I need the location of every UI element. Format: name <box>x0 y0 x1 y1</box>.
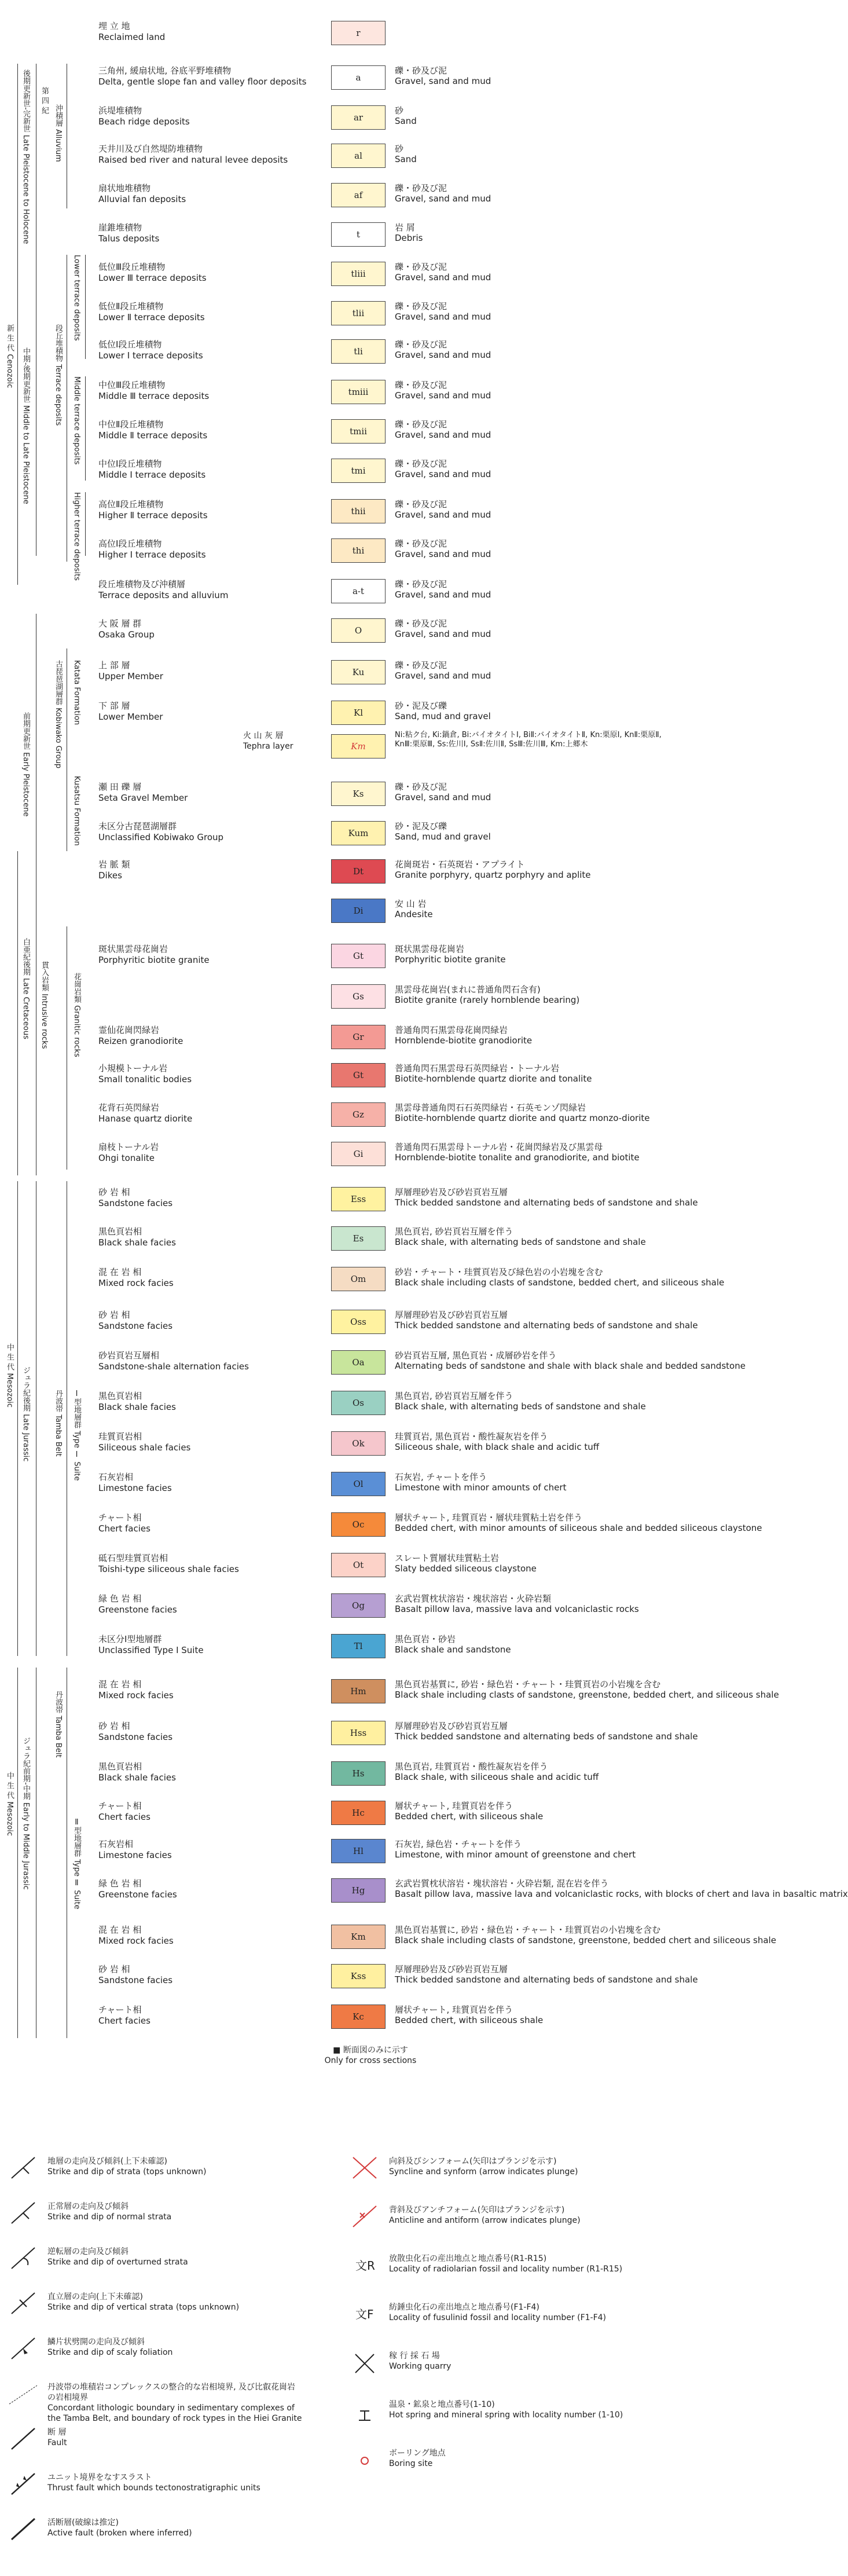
unit-name: 中位Ⅲ段丘堆積物 Middle Ⅲ terrace deposits <box>98 380 210 401</box>
map-symbol-label: 稼 行 採 石 場 Working quarry <box>389 2351 451 2371</box>
unit-desc: 黒色頁岩・砂岩 Black shale and sandstone <box>395 1634 511 1655</box>
unit-swatch: tlⅲ <box>331 262 386 286</box>
kobiwako-label: 古琵琶湖層群 Kobiwako Group <box>54 660 63 769</box>
unit-swatch: Ol <box>331 1472 386 1496</box>
unit-desc: 礫・砂及び泥 Gravel, sand and mud <box>395 262 491 283</box>
unit-desc: 岩 屑 Debris <box>395 222 423 243</box>
svg-text:文R: 文R <box>355 2259 375 2273</box>
unit-name: 埋 立 地 Reclaimed land <box>98 21 166 42</box>
map-symbol-label: 放散虫化石の産出地点と地点番号(R1-R15) Locality of radiolarian fossil and locality number (R1-R15) <box>389 2254 623 2274</box>
unit-swatch: Ot <box>331 1553 386 1577</box>
cenozoic-label: 新 生 代 Cenozoic <box>5 324 14 389</box>
map-symbol-icon <box>6 2332 41 2365</box>
unit-swatch: a-t <box>331 579 386 603</box>
unit-swatch: Gt <box>331 944 386 968</box>
tephra-swatch: Km <box>331 734 386 758</box>
unit-name: 緑 色 岩 相 Greenstone facies <box>98 1593 177 1615</box>
unit-name: 混 在 岩 相 Mixed rock facies <box>98 1925 174 1946</box>
unit-name: チャート相 Chert facies <box>98 2005 150 2026</box>
unit-desc: 厚層理砂岩及び砂岩頁岩互層 Thick bedded sandstone and alternating beds of sandstone and shale <box>395 1187 698 1208</box>
unit-desc: 礫・砂及び泥 Gravel, sand and mud <box>395 301 491 322</box>
unit-name: 段丘堆積物及び沖積層 Terrace deposits and alluvium <box>98 579 229 600</box>
map-symbol-label: 温泉・鉱泉と地点番号(1-10) Hot spring and mineral spring with locality number (1-10) <box>389 2400 623 2420</box>
unit-desc: 玄武岩質枕状溶岩・塊状溶岩・火砕岩類, 混在岩を伴う Basalt pillow lava, massive lava and volcaniclastic rocks, with blocks of chert and lava in basaltic matrix <box>395 1878 848 1899</box>
mesozoic2-label: 中 生 代 Mesozoic <box>5 1772 14 1836</box>
unit-swatch: thⅰ <box>331 538 386 563</box>
map-symbol-icon <box>6 2197 41 2229</box>
map-symbol-label: 背斜及びアンチフォーム(矢印はプランジを示す) Anticline and antiform (arrow indicates plunge) <box>389 2205 581 2225</box>
unit-name: 高位Ⅱ段丘堆積物 Higher Ⅱ terrace deposits <box>98 499 208 521</box>
map-symbol-label: 丹波帯の堆積岩コンプレックスの整合的な岩相境界, 及び比叡花崗岩の岩相境界 Concordant lithologic boundary in sedimentary complexes of the Tamba Belt, and boundary of rock types in the Hiei Granite <box>47 2383 302 2423</box>
svg-text:文F: 文F <box>355 2307 374 2321</box>
unit-name: 砂 岩 相 Sandstone facies <box>98 1310 173 1331</box>
unit-desc: 礫・砂及び泥 Gravel, sand and mud <box>395 660 491 681</box>
unit-swatch: Oa <box>331 1350 386 1375</box>
unit-name: 中位Ⅱ段丘堆積物 Middle Ⅱ terrace deposits <box>98 419 208 441</box>
unit-name: 黒色頁岩相 Black shale facies <box>98 1226 176 1248</box>
unit-name: 低位Ⅰ段丘堆積物 Lower Ⅰ terrace deposits <box>98 339 203 361</box>
unit-desc: 礫・砂及び泥 Gravel, sand and mud <box>395 782 491 803</box>
type2-label: Ⅱ型地層群 Type Ⅱ Suite <box>72 1818 81 1910</box>
unit-name: 未区分Ⅰ型地層群 Unclassified Type Ⅰ Suite <box>98 1634 204 1655</box>
unit-name: 瀬 田 礫 層 Seta Gravel Member <box>98 782 188 803</box>
unit-swatch: Oss <box>331 1310 386 1334</box>
unit-swatch: ar <box>331 105 386 130</box>
unit-desc: 礫・砂及び泥 Gravel, sand and mud <box>395 339 491 360</box>
unit-desc: 礫・砂及び泥 Gravel, sand and mud <box>395 499 491 520</box>
unit-desc: 安 山 岩 Andesite <box>395 899 433 919</box>
map-symbol-icon <box>347 2152 382 2184</box>
unit-name: 珪質頁岩相 Siliceous shale facies <box>98 1431 191 1453</box>
unit-desc: 斑状黒雲母花崗岩 Porphyritic biotite granite <box>395 944 506 965</box>
map-symbol-label: 地層の走向及び傾斜(上下未確認) Strike and dip of strata (tops unknown) <box>47 2157 207 2176</box>
unit-swatch: Hss <box>331 1721 386 1745</box>
higher-terrace-label: Higher terrace deposits <box>72 492 81 581</box>
unit-swatch: Og <box>331 1593 386 1618</box>
unit-name: 低位Ⅲ段丘堆積物 Lower Ⅲ terrace deposits <box>98 262 207 283</box>
unit-desc: 黒色頁岩, 砂岩頁岩互層を伴う Black shale, with alternating beds of sandstone and shale <box>395 1226 646 1247</box>
map-symbol-icon <box>347 2297 382 2330</box>
map-symbol-icon <box>6 2152 41 2184</box>
unit-desc: 礫・砂及び泥 Gravel, sand and mud <box>395 538 491 559</box>
unit-swatch: tmⅱ <box>331 419 386 444</box>
middle-terrace-label: Middle terrace deposits <box>72 376 81 465</box>
unit-name: 黒色頁岩相 Black shale facies <box>98 1761 176 1783</box>
unit-desc: 層状チャート, 珪質頁岩を伴う Bedded chert, with siliceous shale <box>395 1801 544 1822</box>
mesozoic-label: 中 生 代 Mesozoic <box>5 1343 14 1408</box>
unit-desc: 砂・泥及び礫 Sand, mud and gravel <box>395 701 491 721</box>
unit-swatch: af <box>331 183 386 207</box>
unit-swatch: Om <box>331 1267 386 1291</box>
type1-label: Ⅰ型地層群 Type Ⅰ Suite <box>72 1390 81 1481</box>
unit-name: 岩 脈 類 Dikes <box>98 859 130 881</box>
map-symbol-label: ユニット境界をなすスラスト Thrust fault which bounds tectonostratigraphic units <box>47 2473 260 2493</box>
unit-desc: 礫・砂及び泥 Gravel, sand and mud <box>395 459 491 479</box>
unit-swatch: tlⅰ <box>331 339 386 364</box>
unit-swatch: Hl <box>331 1839 386 1863</box>
unit-desc: 花崗斑岩・石英斑岩・アプライト Granite porphyry, quartz porphyry and aplite <box>395 859 591 880</box>
unit-name: 砂 岩 相 Sandstone facies <box>98 1187 173 1208</box>
unit-swatch: tmⅰ <box>331 459 386 483</box>
unit-swatch: a <box>331 65 386 90</box>
unit-desc: 厚層理砂岩及び砂岩頁岩互層 Thick bedded sandstone and alternating beds of sandstone and shale <box>395 1310 698 1331</box>
unit-name: 下 部 層 Lower Member <box>98 701 163 722</box>
granitic-label: 花崗岩類 Granitic rocks <box>72 973 81 1057</box>
unit-desc: 礫・砂及び泥 Gravel, sand and mud <box>395 419 491 440</box>
unit-name: 中位Ⅰ段丘堆積物 Middle Ⅰ terrace deposits <box>98 459 206 480</box>
unit-name: 石灰岩相 Limestone facies <box>98 1839 172 1860</box>
unit-swatch: r <box>331 21 386 45</box>
unit-name: 砂岩頁岩互層相 Sandstone-shale alternation facies <box>98 1350 249 1372</box>
holocene-label: 後期更新世-完新世 Late Pleistocene to Holocene <box>21 69 30 244</box>
tephra-desc: Ni:粘ク台, Ki:鍋倉, Bi:バイオタイトⅠ, BiⅡ:バイオタイトⅡ, Kn:栗原Ⅰ, KnⅡ:栗原Ⅱ, KnⅢ:栗原Ⅲ, Ss:佐川Ⅰ, SsⅡ:佐川Ⅱ, SsⅢ:佐川Ⅲ, Km:上郷木 <box>395 731 662 749</box>
unit-desc: 石灰岩, チャートを伴う Limestone with minor amounts of chert <box>395 1472 567 1493</box>
unit-swatch: Hc <box>331 1801 386 1825</box>
unit-swatch: Kum <box>331 821 386 845</box>
unit-name: 三角州, 緩扇状地, 谷底平野堆積物 Delta, gentle slope fan and valley floor deposits <box>98 65 307 87</box>
unit-name: 扇枝トーナル岩 Ohgi tonalite <box>98 1142 159 1163</box>
unit-desc: 礫・砂及び泥 Gravel, sand and mud <box>395 579 491 600</box>
unit-swatch: Ok <box>331 1431 386 1456</box>
unit-name: 崖錐堆積物 Talus deposits <box>98 222 160 244</box>
unit-swatch: Oc <box>331 1512 386 1537</box>
unit-desc: 層状チャート, 珪質頁岩を伴う Bedded chert, with siliceous shale <box>395 2005 544 2025</box>
tephra-name: 火 山 灰 層 Tephra layer <box>243 731 293 751</box>
unit-swatch: Os <box>331 1391 386 1415</box>
unit-swatch: Es <box>331 1226 386 1251</box>
unit-name: 大 阪 層 群 Osaka Group <box>98 618 155 640</box>
map-symbol-label: 断 層 Fault <box>47 2428 67 2447</box>
unit-desc: 砂 Sand <box>395 144 417 164</box>
unit-desc: 黒雲母花崗岩(まれに普通角閃石含有) Biotite granite (rarely hornblende bearing) <box>395 984 580 1005</box>
unit-name: 高位Ⅰ段丘堆積物 Higher Ⅰ terrace deposits <box>98 538 206 560</box>
unit-desc: 礫・砂及び泥 Gravel, sand and mud <box>395 618 491 639</box>
map-symbol-label: ボーリング地点 Boring site <box>389 2449 446 2468</box>
unit-swatch: Hs <box>331 1761 386 1786</box>
unit-name: 浜堤堆積物 Beach ridge deposits <box>98 105 190 127</box>
unit-desc: 礫・砂及び泥 Gravel, sand and mud <box>395 183 491 204</box>
unit-name: 砂 岩 相 Sandstone facies <box>98 1721 173 1742</box>
unit-swatch: O <box>331 618 386 643</box>
unit-swatch: tmⅲ <box>331 380 386 404</box>
unit-name: 混 在 岩 相 Mixed rock facies <box>98 1679 174 1701</box>
unit-desc: 普通角閃石黒雲母花崗閃緑岩 Hornblende-biotite granodiorite <box>395 1025 533 1046</box>
unit-name: 砥石型珪質頁岩相 Toishi-type siliceous shale facies <box>98 1553 239 1574</box>
unit-desc: 普通角閃石黒雲母石英閃緑岩・トーナル岩 Biotite-hornblende quartz diorite and tonalite <box>395 1063 592 1084</box>
unit-desc: 黒色頁岩, 珪質頁岩・酸性凝灰岩を伴う Black shale, with siliceous shale and acidic tuff <box>395 1761 599 1782</box>
quaternary-label: 第 四 紀 <box>40 87 49 115</box>
map-symbol-label: 活断層(破線は推定) Active fault (broken where inferred) <box>47 2518 192 2538</box>
midlate-label: 中期-後期更新世 Middle to Late Pleistocene <box>21 347 30 504</box>
map-symbol-icon <box>347 2200 382 2233</box>
map-symbol-label: 鱗片状劈開の走向及び傾斜 Strike and dip of scaly foliation <box>47 2337 173 2357</box>
map-symbol-icon <box>6 2468 41 2500</box>
map-symbol-icon <box>6 2513 41 2545</box>
unit-desc: 石灰岩, 緑色岩・チャートを伴う Limestone, with minor amount of greenstone and chert <box>395 1839 636 1860</box>
unit-name: 斑状黒雲母花崗岩 Porphyritic biotite granite <box>98 944 210 965</box>
unit-desc: 層状チャート, 珪質頁岩・層状珪質粘土岩を伴う Bedded chert, with minor amounts of siliceous shale and bedded siliceous claystone <box>395 1512 762 1533</box>
unit-name: 低位Ⅱ段丘堆積物 Lower Ⅱ terrace deposits <box>98 301 205 323</box>
unit-swatch: Gt <box>331 1063 386 1087</box>
unit-name: 砂 岩 相 Sandstone facies <box>98 1964 173 1985</box>
unit-name: 石灰岩相 Limestone facies <box>98 1472 172 1493</box>
cross-note-ja: 断面図のみに示す <box>343 2046 408 2055</box>
map-symbol-icon <box>347 2395 382 2427</box>
unit-desc: 黒色頁岩, 砂岩頁岩互層を伴う Black shale, with alternating beds of sandstone and shale <box>395 1391 646 1412</box>
unit-desc: 厚層理砂岩及び砂岩頁岩互層 Thick bedded sandstone and alternating beds of sandstone and shale <box>395 1721 698 1742</box>
unit-desc: 礫・砂及び泥 Gravel, sand and mud <box>395 65 491 86</box>
unit-desc: 砂岩頁岩互層, 黒色頁岩・成層砂岩を伴う Alternating beds of sandstone and shale with black shale and bedded sandstone <box>395 1350 746 1371</box>
unit-name: 上 部 層 Upper Member <box>98 660 163 681</box>
unit-swatch: Di <box>331 899 386 923</box>
tamba2-label: 丹波帯 Tamba Belt <box>54 1691 63 1758</box>
unit-swatch: t <box>331 222 386 247</box>
unit-desc: スレート質層状珪質粘土岩 Slaty bedded siliceous claystone <box>395 1553 537 1574</box>
kusatsu-label: Kusatsu Formation <box>72 776 81 846</box>
unit-name: 未区分古琵琶湖層群 Unclassified Kobiwako Group <box>98 821 224 842</box>
map-symbol-icon <box>6 2242 41 2274</box>
unit-desc: 砂・泥及び礫 Sand, mud and gravel <box>395 821 491 842</box>
map-symbol-icon <box>6 2377 41 2410</box>
unit-name: 小規模トーナル岩 Small tonalitic bodies <box>98 1063 192 1084</box>
unit-swatch: Kc <box>331 2005 386 2029</box>
unit-swatch: Gz <box>331 1102 386 1127</box>
unit-desc: 砂岩・チャート・珪質頁岩及び緑色岩の小岩塊を含む Black shale including clasts of sandstone, bedded chert, and siliceous shale <box>395 1267 725 1288</box>
unit-swatch: Ku <box>331 660 386 684</box>
map-symbol-label: 逆転層の走向及び傾斜 Strike and dip of overturned strata <box>47 2247 188 2267</box>
unit-swatch: Kss <box>331 1964 386 1988</box>
unit-desc: 黒雲母普通角閃石石英閃緑岩・石英モンゾ閃緑岩 Biotite-hornblende quartz diorite and quartz monzo-diorite <box>395 1102 650 1123</box>
map-symbol-label: 正常層の走向及び傾斜 Strike and dip of normal strata <box>47 2202 172 2222</box>
map-symbol-icon <box>347 2443 382 2476</box>
unit-swatch: thⅱ <box>331 499 386 523</box>
unit-swatch: Gr <box>331 1025 386 1049</box>
unit-swatch: tlⅱ <box>331 301 386 325</box>
unit-swatch: Gi <box>331 1142 386 1166</box>
cross-section-note <box>307 2045 434 2066</box>
unit-swatch: Hg <box>331 1878 386 1903</box>
unit-name: 天井川及び自然堤防堆積物 Raised bed river and natural levee deposits <box>98 144 288 165</box>
map-symbol-icon <box>6 2287 41 2320</box>
unit-desc: 砂 Sand <box>395 105 417 126</box>
lower-terrace-label: Lower terrace deposits <box>72 255 81 341</box>
map-symbol-icon <box>347 2249 382 2281</box>
unit-name: チャート相 Chert facies <box>98 1801 150 1822</box>
unit-desc: 玄武岩質枕状溶岩・塊状溶岩・火砕岩類 Basalt pillow lava, massive lava and volcaniclastic rocks <box>395 1593 639 1614</box>
unit-swatch: Gs <box>331 984 386 1009</box>
unit-swatch: al <box>331 144 386 168</box>
unit-desc: 珪質頁岩, 黒色頁岩・酸性凝灰岩を伴う Siliceous shale, with black shale and acidic tuff <box>395 1431 600 1452</box>
map-symbol-label: 紡錘虫化石の産出地点と地点番号(F1-F4) Locality of fusulinid fossil and locality number (F1-F4) <box>389 2303 607 2322</box>
unit-swatch: Dt <box>331 859 386 884</box>
unit-swatch: Hm <box>331 1679 386 1703</box>
unit-name: 黒色頁岩相 Black shale facies <box>98 1391 176 1412</box>
map-symbol-label: 向斜及びシンフォーム(矢印はプランジを示す) Syncline and synform (arrow indicates plunge) <box>389 2157 578 2176</box>
cretaceous-label: 白亜紀後期 Late Cretaceous <box>21 938 30 1039</box>
unit-name: 霊仙花崗閃緑岩 Reizen granodiorite <box>98 1025 183 1046</box>
map-symbol-icon <box>6 2423 41 2455</box>
unit-name: 混 在 岩 相 Mixed rock facies <box>98 1267 174 1288</box>
unit-desc: 黒色頁岩基質に, 砂岩・緑色岩・チャート・珪質頁岩の小岩塊を含む Black shale including clasts of sandstone, greenstone, bedded chert, and siliceous shale <box>395 1679 779 1700</box>
unit-name: 扇状地堆積物 Alluvial fan deposits <box>98 183 186 204</box>
cross-note-en: Only for cross sections <box>324 2056 417 2065</box>
early-pleistocene-label: 前期更新世 Early Pleistocene <box>21 712 30 817</box>
unit-swatch: Tl <box>331 1634 386 1658</box>
unit-name: 花背石英閃緑岩 Hanase quartz diorite <box>98 1102 193 1124</box>
tamba-label: 丹波帯 Tamba Belt <box>54 1390 63 1457</box>
unit-desc: 黒色頁岩基質に, 砂岩・緑色岩・チャート・珪質頁岩の小岩塊を含む Black shale including clasts of sandstone, greenstone, bedded chert and siliceous shale <box>395 1925 776 1945</box>
unit-swatch: Kl <box>331 701 386 725</box>
map-symbol-icon <box>347 2346 382 2379</box>
katata-label: Katata Formation <box>72 660 81 725</box>
early-mid-jurassic-label: ジュラ紀前期-中期 Early to Middle Jurassic <box>21 1737 30 1890</box>
map-symbol-label: 直立層の走向(上下未確認) Strike and dip of vertical strata (tops unknown) <box>47 2292 240 2312</box>
unit-swatch: Ess <box>331 1187 386 1211</box>
unit-name: 緑 色 岩 相 Greenstone facies <box>98 1878 177 1900</box>
unit-swatch: Ks <box>331 782 386 806</box>
late-jurassic-label: ジュラ紀後期 Late Jurassic <box>21 1366 30 1462</box>
intrusive-label: 貫入岩類 Intrusive rocks <box>40 961 49 1049</box>
terrace-label: 段丘堆積物 Terrace deposits <box>54 324 63 426</box>
cross-star-icon: ■ <box>333 2046 343 2055</box>
unit-desc: 礫・砂及び泥 Gravel, sand and mud <box>395 380 491 401</box>
unit-desc: 厚層理砂岩及び砂岩頁岩互層 Thick bedded sandstone and alternating beds of sandstone and shale <box>395 1964 698 1985</box>
unit-desc: 普通角閃石黒雲母トーナル岩・花崗閃緑岩及び黒雲母 Hornblende-biotite tonalite and granodiorite, and biotite <box>395 1142 640 1163</box>
unit-swatch: Km <box>331 1925 386 1949</box>
alluvium-label: 沖積層 Alluvium <box>54 104 63 162</box>
unit-name: チャート相 Chert facies <box>98 1512 150 1534</box>
